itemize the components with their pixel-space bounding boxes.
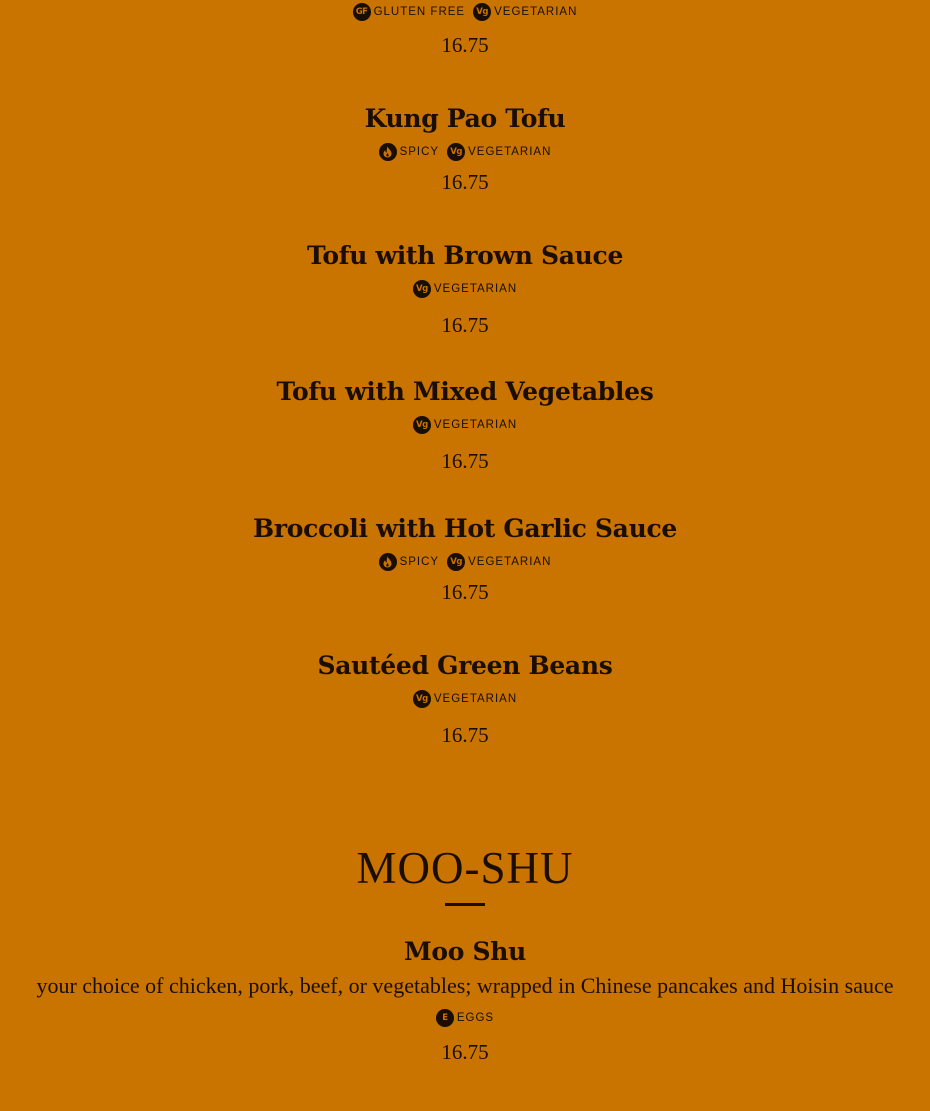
tag-label: EGGS (456, 1011, 495, 1024)
tag-vegetarian (473, 3, 577, 21)
tag-label: VEGETARIAN (433, 693, 518, 705)
item-price: 16.75 (441, 170, 489, 194)
menu-item (0, 651, 930, 747)
menu-item (0, 377, 930, 473)
flame-icon (379, 143, 397, 161)
tag-spicy (379, 143, 440, 161)
dietary-tags (0, 689, 930, 709)
menu-item (0, 2, 930, 57)
dietary-tags (0, 142, 930, 162)
tag-vegetarian (413, 280, 517, 298)
tag-label: VEGETARIAN (433, 283, 518, 295)
tag-eggs (436, 1002, 494, 1034)
vegetarian-icon: Vg (413, 416, 431, 434)
item-price: 16.75 (441, 723, 489, 747)
item-price: 16.75 (441, 1039, 489, 1064)
tag-gluten-free (353, 3, 466, 21)
eggs-icon: E (436, 1009, 454, 1027)
menu-item (0, 241, 930, 337)
dietary-tags (0, 279, 930, 299)
tag-spicy (379, 553, 440, 571)
tag-vegetarian (413, 690, 517, 708)
item-description (35, 970, 895, 1036)
tag-label: VEGETARIAN (468, 146, 552, 158)
tag-vegetarian (447, 143, 551, 161)
item-name: Kung Pao Tofu (364, 104, 566, 133)
item-name: Sautéed Green Beans (317, 651, 613, 680)
item-price: 16.75 (441, 580, 489, 604)
tag-label: VEGETARIAN (433, 419, 518, 431)
tag-vegetarian (447, 553, 551, 571)
item-name: Tofu with Brown Sauce (306, 241, 624, 270)
vegetarian-icon: Vg (447, 143, 465, 161)
menu-section (0, 843, 930, 906)
dietary-tags (0, 552, 930, 572)
vegetarian-icon: Vg (413, 280, 431, 298)
vegetarian-icon: Vg (447, 553, 465, 571)
item-price: 16.75 (441, 313, 489, 337)
tag-label: SPICY (399, 556, 440, 568)
menu-item (0, 514, 930, 604)
menu-item (0, 937, 930, 1064)
item-name: Broccoli with Hot Garlic Sauce (253, 514, 677, 543)
section-title: MOO-SHU (356, 843, 574, 893)
tag-label: VEGETARIAN (494, 6, 578, 18)
item-name: Tofu with Mixed Vegetables (276, 377, 654, 406)
dietary-tags (0, 415, 930, 435)
item-price: 16.75 (441, 33, 489, 57)
tag-vegetarian (413, 416, 517, 434)
tag-label: VEGETARIAN (468, 556, 552, 568)
vegetarian-icon: Vg (413, 690, 431, 708)
vegetarian-icon: Vg (473, 3, 491, 21)
section-divider (445, 903, 485, 906)
dietary-tags (0, 2, 930, 22)
gluten-free-icon: GF (353, 3, 371, 21)
item-price: 16.75 (441, 449, 489, 473)
tag-label: SPICY (399, 146, 440, 158)
description-text: your choice of chicken, pork, beef, or vegetables; wrapped in Chinese pancakes and Hoisin sauce (36, 973, 894, 998)
menu-item (0, 104, 930, 194)
flame-icon (379, 553, 397, 571)
item-name: Moo Shu (403, 937, 527, 966)
tag-label: GLUTEN FREE (373, 6, 466, 18)
